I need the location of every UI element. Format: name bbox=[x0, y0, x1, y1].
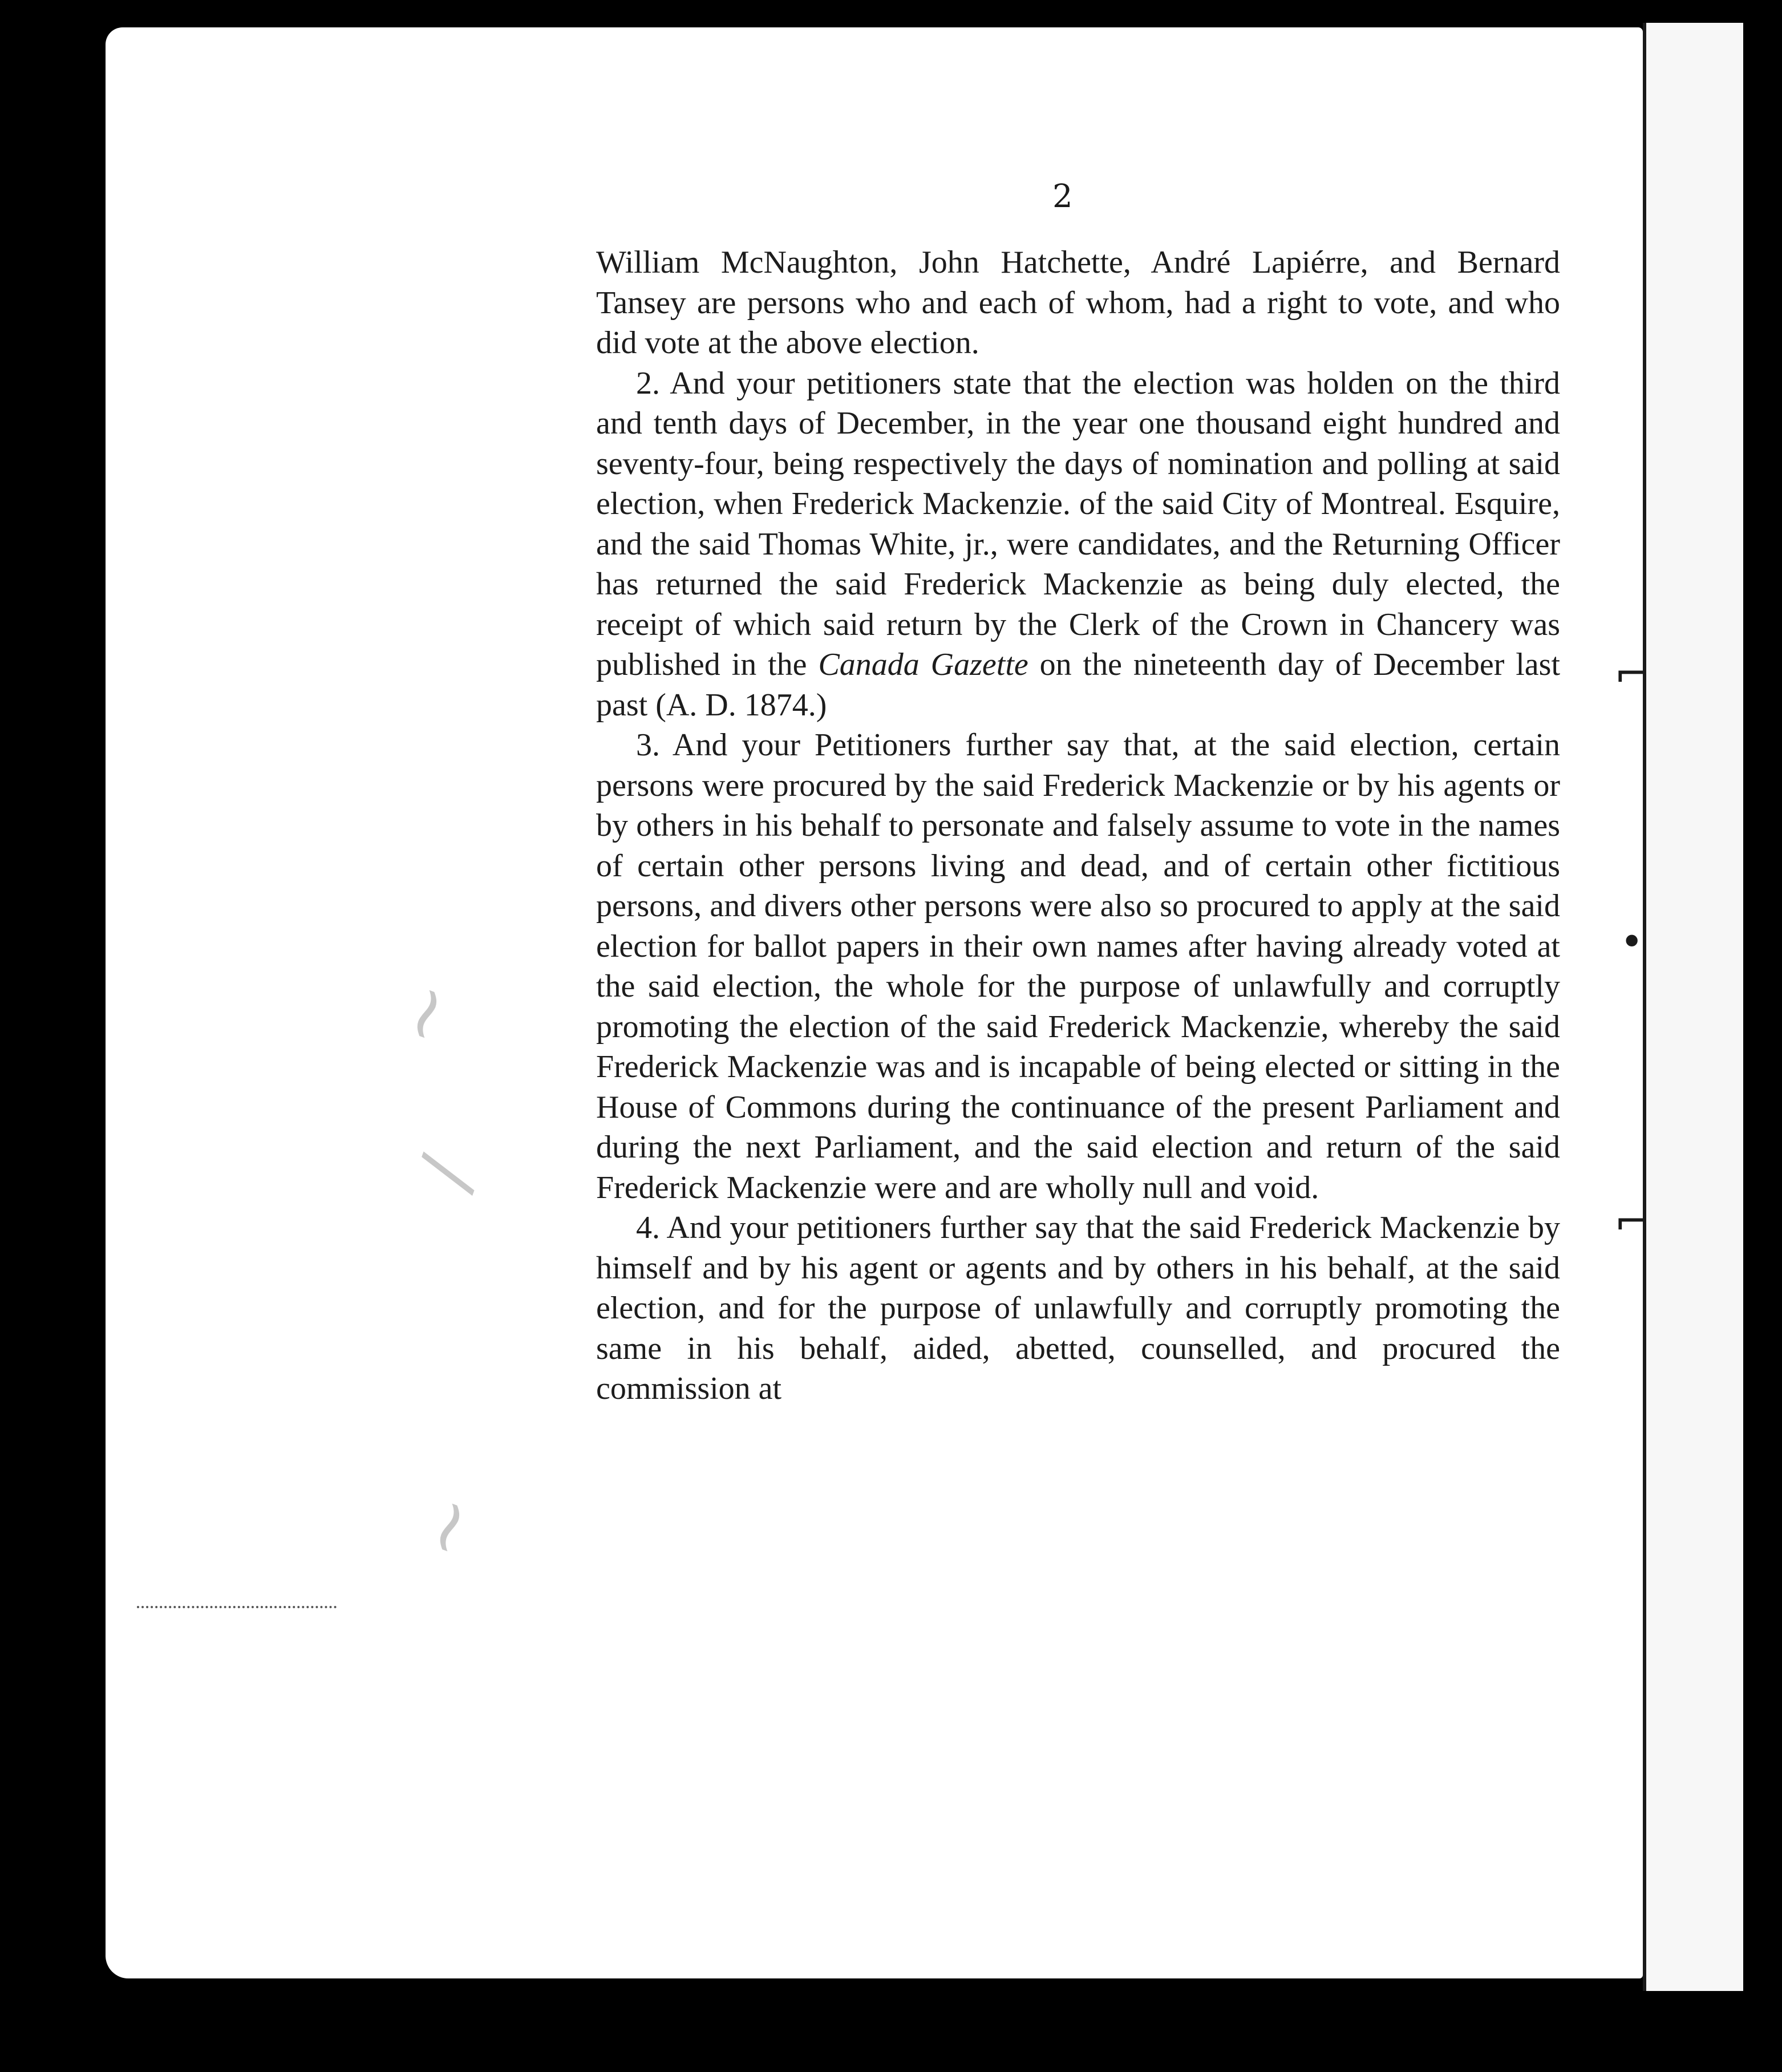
gazette-name: Canada Gazette bbox=[818, 647, 1028, 682]
margin-dotted-line bbox=[137, 1606, 337, 1608]
pencil-mark-icon: ~ bbox=[373, 969, 476, 1058]
paragraph-1: William McNaughton, John Hatchette, André Lapiérre, and Bernard Tansey are persons who and each of whom, had a right to vote, and who did vote at the above election. bbox=[596, 245, 1560, 361]
pencil-mark-icon: ~ bbox=[396, 1482, 499, 1571]
pencil-mark-icon: / bbox=[400, 1146, 491, 1200]
page-number: 2 bbox=[1052, 178, 1073, 215]
document-body bbox=[596, 242, 1560, 1409]
binding-mark-icon: ⌐ bbox=[1614, 1198, 1648, 1245]
binding-mark-icon: • bbox=[1620, 918, 1644, 965]
paragraph-2-tail: on the nineteenth day of December last past (A. D. 1874.) bbox=[596, 647, 1561, 723]
paragraph-2-text: 2. And your petitioners state that the election was holden on the third and tenth days of December, in the year one thousand eight hundred and seventy-four, being respectively the days of nomination and polling at said election, when Frederick Mackenzie. of the said City of Montreal. Esquire, and the said Thomas White, jr., were candidates, and the Returning Officer has returned the said Frederick Mackenzie as being duly elected, the receipt of which said return by the Clerk of the Crown in Chancery was published in the bbox=[596, 365, 1560, 682]
paragraph-4: 4. And your petitioners further say that the said Frederick Mackenzie by himself and by his agent or agents and by others in his behalf, at the said election, and for the purpose of unlawfully and corruptly promoting the same in his behalf, aided, abetted, counselled, and procured the commission at bbox=[596, 1210, 1560, 1406]
binding-mark-icon: ⌐ bbox=[1614, 650, 1648, 697]
paragraph-3: 3. And your Petitioners further say that, at the said election, certain persons were procured by the said Frederick Mackenzie or by his agents or by others in his behalf to personate and falsely assume to vote in the names of certain other persons living and dead, and of certain other fictitious persons, and divers other persons were also so procured to apply at the said election for ballot papers in their own names after having already voted at the said election, the whole for the purpose of unlawfully and corruptly promoting the election of the said Frederick Mackenzie, whereby the said Frederick Mackenzie was and is incapable of being elected or sitting in the House of Commons during the continuance of the present Parliament and during the next Parliament, and the said election and return of the said Frederick Mackenzie were and are wholly null and void. bbox=[596, 727, 1560, 1205]
paragraph-2 bbox=[596, 363, 1560, 726]
adjacent-page-edge bbox=[1643, 23, 1743, 1991]
